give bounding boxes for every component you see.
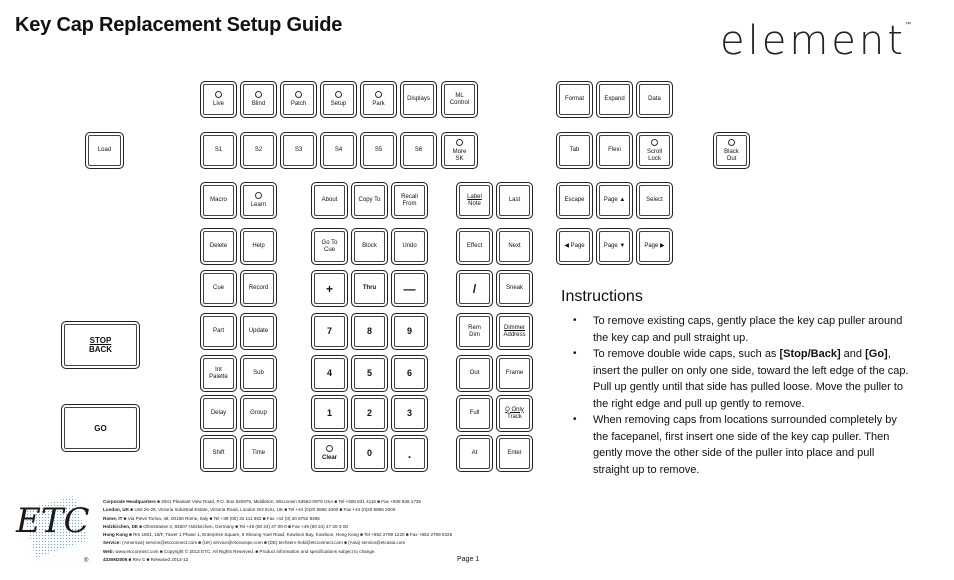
key-n2: [351, 395, 388, 432]
key-label: At: [471, 450, 478, 456]
key-effect: [456, 228, 493, 265]
key-label: /: [472, 281, 477, 296]
led-indicator-icon: [728, 139, 735, 146]
key-delete: [200, 228, 237, 265]
led-indicator-icon: [255, 91, 262, 98]
key-macro: [200, 182, 237, 219]
key-label: Out: [469, 370, 480, 376]
key-s3: [280, 132, 317, 169]
key-escape: [556, 182, 593, 219]
key-label: Dimmer Address: [503, 324, 526, 338]
key-label: Displays: [407, 96, 430, 102]
key-rem-dim: [456, 313, 493, 350]
key-s6: [400, 132, 437, 169]
key-label: Clear: [321, 455, 337, 461]
led-indicator-icon: [326, 445, 333, 452]
key-label: S1: [214, 147, 223, 153]
key-last: [496, 182, 533, 219]
etc-logo: [14, 492, 94, 564]
key-label: —: [403, 281, 416, 296]
key-dimmer-address: [496, 313, 533, 350]
key-format: [556, 81, 593, 118]
key-label: Tab: [569, 147, 580, 153]
key-stop-back: [61, 321, 140, 369]
key-label: Format: [564, 96, 584, 102]
page-title: Key Cap Replacement Setup Guide: [15, 14, 343, 36]
footer-line: Service: (Americas) service@etcconnect.com ■ (UK) service@etceurope.com ■ (DE) techserv-hoki@etcconnect.com ■ (Asia) service@etcasia.com: [103, 540, 406, 546]
key-at: [456, 435, 493, 472]
key-label: S3: [294, 147, 303, 153]
key-n5: [351, 355, 388, 392]
key-help: [240, 228, 277, 265]
key-go: [61, 404, 140, 452]
key-label: 7: [326, 326, 332, 336]
key-label: Label Note: [467, 193, 482, 207]
key-label: 5: [366, 368, 372, 378]
key-label: 4: [326, 368, 332, 378]
key-label: Group: [250, 410, 267, 416]
key-label: Rem Dim: [468, 324, 481, 338]
key-n7: [311, 313, 348, 350]
key-n4: [311, 355, 348, 392]
key-shift: [200, 435, 237, 472]
instructions-list: [573, 313, 913, 478]
key-full: [456, 395, 493, 432]
key-label: S2: [254, 147, 263, 153]
key-part: [200, 313, 237, 350]
key-label: Thru: [362, 285, 377, 291]
key-expand: [596, 81, 633, 118]
key-label: Page ▲: [603, 197, 626, 203]
key-slash: [456, 270, 493, 307]
key-label: Blind: [251, 101, 266, 107]
key-label: STOP BACK: [88, 336, 113, 354]
key-label: Effect: [466, 243, 483, 249]
key-scroll-lock: [636, 132, 673, 169]
key-label: Sub: [253, 370, 264, 376]
key-sub: [240, 355, 277, 392]
trademark-mark: ™: [905, 22, 911, 28]
key-label: Block: [362, 243, 377, 249]
key-block: [351, 228, 388, 265]
key-label: ◀ Page: [564, 243, 585, 249]
instruction-item: • To remove existing caps, gently place the key cap puller around the key cap and pull straight up.: [573, 313, 913, 346]
led-indicator-icon: [335, 91, 342, 98]
key-page-right: [636, 228, 673, 265]
key-undo: [391, 228, 428, 265]
footer-line: London, UK ■ Unit 26-28, Victoria Industrial Estate, Victoria Road, London W3 6UU, UK ■ Tel +44 (0)20 8896 1000 ■ Fax +44 (0)20 8896 2000: [103, 507, 396, 513]
key-label: Sneak: [505, 285, 523, 291]
key-page-down: [596, 228, 633, 265]
key-label: S5: [374, 147, 383, 153]
key-clear: [311, 435, 348, 472]
key-data: [636, 81, 673, 118]
key-setup: [320, 81, 357, 118]
key-label: 3: [406, 408, 412, 418]
key-q-only-track: [496, 395, 533, 432]
key-label: Patch: [290, 101, 307, 107]
key-cue: [200, 270, 237, 307]
key-park: [360, 81, 397, 118]
key-label: S6: [414, 147, 423, 153]
key-label: Data: [648, 96, 661, 102]
led-indicator-icon: [651, 139, 658, 146]
instruction-item: • When removing caps from locations surrounded completely by the facepanel, first insert one side of the key cap puller. Then gently move the other side of the puller into place and pull straight up to remove.: [573, 412, 913, 478]
key-label: Enter: [507, 450, 522, 456]
key-label: Last: [508, 197, 521, 203]
key-label: Live: [212, 101, 224, 107]
key-label: Black Out: [724, 148, 739, 162]
instruction-item: • To remove double wide caps, such as [Stop/Back] and [Go], insert the puller on only one side, toward the left edge of the cap. Pull up gently until that side has pulled loose. Move the puller to the right edge and pull up gently to remove.: [573, 346, 913, 412]
key-group: [240, 395, 277, 432]
key-s5: [360, 132, 397, 169]
key-label: Update: [248, 328, 269, 334]
key-label: GO: [94, 423, 107, 433]
key-copy-to: [351, 182, 388, 219]
key-sneak: [496, 270, 533, 307]
key-n6: [391, 355, 428, 392]
led-indicator-icon: [295, 91, 302, 98]
key-label: 6: [406, 368, 412, 378]
key-label: 0: [366, 448, 372, 458]
key-plus: [311, 270, 348, 307]
key-label: Frame: [505, 370, 524, 376]
key-more-sk: [441, 132, 478, 169]
key-label: Cue: [212, 285, 224, 291]
key-minus: [391, 270, 428, 307]
key-n9: [391, 313, 428, 350]
key-thru: [351, 270, 388, 307]
footer-contacts: [103, 498, 503, 564]
key-label: Next: [508, 243, 521, 249]
key-label: 9: [406, 326, 412, 336]
key-delay: [200, 395, 237, 432]
key-label: Delay: [210, 410, 227, 416]
key-label: Expand: [604, 96, 625, 102]
key-int-palette: [200, 355, 237, 392]
led-indicator-icon: [456, 139, 463, 146]
key-label: Part: [212, 328, 224, 334]
key-flexi: [596, 132, 633, 169]
key-n0: [351, 435, 388, 472]
key-label: Park: [372, 101, 385, 107]
key-label: +: [325, 281, 333, 296]
footer-line: Web: www.etcconnect.com ■ Copyright © 2013 ETC. All Rights Reserved. ■ Product information and specifications subject to change.: [103, 548, 376, 554]
key-patch: [280, 81, 317, 118]
key-label: S4: [334, 147, 343, 153]
key-go-to-cue: [311, 228, 348, 265]
key-next: [496, 228, 533, 265]
key-label: Record: [248, 285, 269, 291]
etc-logo-text: ETC: [16, 501, 90, 541]
key-blackout: [713, 132, 750, 169]
key-s1: [200, 132, 237, 169]
key-displays: [400, 81, 437, 118]
key-label: Go To Cue: [321, 239, 338, 253]
key-label: Macro: [210, 197, 227, 203]
key-label: Load: [97, 147, 112, 153]
footer-line: Holzkirchen, DE ■ Ohmstrasse 3, 83607 Holzkirchen, Germany ■ Tel +49 (80 24) 47 00-0 ■ Fax +49 (80 24) 47 00-3 00: [103, 523, 348, 529]
key-blind: [240, 81, 277, 118]
element-logo: element: [720, 18, 906, 64]
key-time: [240, 435, 277, 472]
key-label-note: [456, 182, 493, 219]
key-label: .: [407, 446, 412, 461]
key-page-left: [556, 228, 593, 265]
key-label: More SK: [452, 148, 467, 162]
key-load: [85, 132, 124, 169]
key-label: 8: [366, 326, 372, 336]
key-out: [456, 355, 493, 392]
key-live: [200, 81, 237, 118]
key-update: [240, 313, 277, 350]
key-label: Time: [251, 450, 266, 456]
key-label: 1: [326, 408, 332, 418]
key-label: Page ▼: [603, 243, 626, 249]
key-page-up: [596, 182, 633, 219]
page-number: Page 1: [457, 556, 480, 563]
key-recall-from: [391, 182, 428, 219]
key-label: Shift: [212, 450, 225, 456]
key-label: Setup: [330, 101, 347, 107]
key-label: Copy To: [358, 197, 381, 203]
key-label: ML Control: [449, 92, 470, 106]
key-label: Q Only Track: [505, 406, 524, 420]
key-label: Learn: [250, 202, 267, 208]
key-label: Scroll Lock: [646, 148, 662, 162]
key-label: Flexi: [608, 147, 621, 153]
key-about: [311, 182, 348, 219]
key-record: [240, 270, 277, 307]
key-label: Undo: [402, 243, 417, 249]
key-n3: [391, 395, 428, 432]
key-n1: [311, 395, 348, 432]
key-label: Select: [646, 197, 663, 203]
footer-line: Corporate Headquarters ■ 3031 Pleasant View Road, P.O. Box 620979, Middleton, Wisconsin 53562-0979 USA ■ Tel +608 831 4116 ■ Fax +608 836 1736: [103, 499, 422, 504]
key-label: About: [321, 197, 338, 203]
key-select: [636, 182, 673, 219]
key-enter: [496, 435, 533, 472]
key-n8: [351, 313, 388, 350]
key-label: Full: [469, 410, 480, 416]
key-ml-control: [441, 81, 478, 118]
footer-line: Rome, IT ■ Via Pieve Torina, 48, 00156 Rome, Italy ■ Tel +39 (06) 32 111 683 ■ Fax +44 (0) 20 8752 8486: [103, 515, 320, 521]
key-label: 2: [366, 408, 372, 418]
key-frame: [496, 355, 533, 392]
led-indicator-icon: [375, 91, 382, 98]
key-label: Recall From: [401, 193, 418, 207]
key-label: Delete: [209, 243, 228, 249]
key-learn: [240, 182, 277, 219]
instructions-heading: Instructions: [561, 288, 643, 305]
key-label: Help: [252, 243, 265, 249]
key-label: Escape: [564, 197, 585, 203]
key-label: Page ▶: [644, 243, 665, 249]
key-tab: [556, 132, 593, 169]
led-indicator-icon: [215, 91, 222, 98]
footer-line: 4330M2006 ■ Rev C ■ Released 2013-12: [103, 557, 189, 563]
registered-mark: ®: [84, 558, 89, 564]
led-indicator-icon: [255, 192, 262, 199]
footer-line: Hong Kong ■ Rm 1801, 18/F, Tower 1 Phase 1, Enterprise Square, 9 Sheung Yuet Road, Kowloon Bay, Kowloon, Hong Kong ■ Tel +852 2799 1220 ■ Fax +852 2799 9325: [103, 532, 453, 538]
key-s2: [240, 132, 277, 169]
key-label: Int Palette: [209, 366, 228, 380]
key-dot: [391, 435, 428, 472]
key-s4: [320, 132, 357, 169]
